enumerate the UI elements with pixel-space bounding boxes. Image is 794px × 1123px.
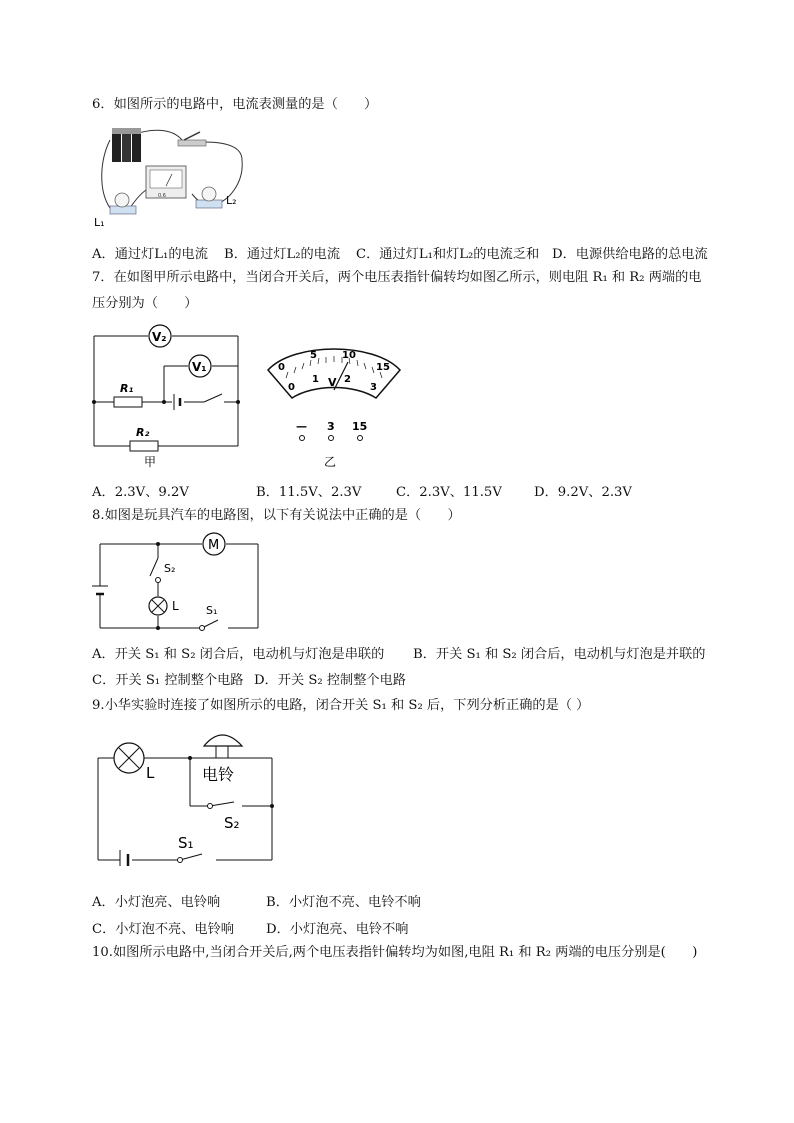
- svg-text:0.6: 0.6: [158, 193, 166, 199]
- upper-scale-10: 10: [342, 350, 356, 361]
- q8-option-a[interactable]: A．开关 S₁ 和 S₂ 闭合后，电动机与灯泡是串联的: [92, 647, 385, 662]
- r2-label: R₂: [136, 426, 150, 439]
- bell-icon: [204, 735, 242, 758]
- lamp-l2-icon: [196, 187, 222, 208]
- motor-label: M: [208, 538, 220, 553]
- q8-option-d[interactable]: D．开关 S₂ 控制整个电路: [254, 673, 406, 688]
- q7-figure-jia: [92, 320, 248, 470]
- q7-option-b[interactable]: B．11.5V、2.3V: [256, 485, 362, 500]
- battery-pack-icon: [112, 128, 141, 162]
- lower-scale-2: 2: [344, 374, 351, 385]
- q7-stem-line1: 7．在如图甲所示电路中，当闭合开关后，两个电压表指针偏转均如图乙所示，则电阻 R₁ 和 R₂ 两端的电: [92, 270, 702, 285]
- ammeter-icon: [146, 166, 186, 199]
- lamp-label: L: [146, 764, 155, 782]
- lower-scale-1: 1: [312, 374, 319, 385]
- lower-scale-0: 0: [288, 382, 295, 393]
- q7-option-a[interactable]: A．2.3V、9.2V: [92, 485, 189, 500]
- lamp-icon: [114, 743, 144, 773]
- s2-label: S₂: [224, 814, 240, 832]
- q9-option-c[interactable]: C．小灯泡不亮、电铃响: [92, 922, 234, 937]
- lower-scale-3: 3: [370, 382, 377, 393]
- q9-stem: 9.小华实验时连接了如图所示的电路，闭合开关 S₁ 和 S₂ 后，下列分析正确的是（ ）: [92, 698, 590, 713]
- q6-option-b[interactable]: B．通过灯L₂的电流: [224, 247, 341, 262]
- label-l2: L₂: [226, 194, 237, 207]
- q7-option-d[interactable]: D．9.2V、2.3V: [534, 485, 632, 500]
- q8-option-c[interactable]: C．开关 S₁ 控制整个电路: [92, 673, 244, 688]
- upper-scale-0: 0: [278, 362, 285, 373]
- q9-option-a[interactable]: A．小灯泡亮、电铃响: [92, 895, 221, 910]
- label-l1: L₁: [94, 216, 105, 229]
- q6-option-c[interactable]: C．通过灯L₁和灯L₂的电流乏和: [356, 247, 540, 262]
- q7-option-c[interactable]: C．2.3V、11.5V: [396, 485, 502, 500]
- s2-label: S₂: [164, 562, 176, 575]
- lamp-icon: [149, 597, 167, 615]
- figure-jia-caption: 甲: [144, 455, 157, 469]
- q6-option-a[interactable]: A．通过灯L₁的电流: [92, 247, 208, 262]
- q7-stem-line2: 压分别为（ ）: [92, 296, 198, 311]
- v1-label: V₁: [192, 360, 207, 374]
- resistor-r1-icon: [114, 397, 142, 407]
- s1-label: S₁: [178, 834, 194, 852]
- r1-label: R₁: [120, 382, 134, 395]
- terminal-15: 15: [352, 420, 368, 433]
- battery-icon: [174, 394, 180, 410]
- terminal-neg: —: [296, 420, 307, 433]
- upper-scale-5: 5: [310, 350, 317, 361]
- battery-icon: [120, 850, 128, 866]
- q6-option-d[interactable]: D．电源供给电路的总电流: [552, 247, 708, 262]
- figure-yi-caption: 乙: [324, 455, 337, 469]
- terminal-3: 3: [327, 420, 335, 433]
- resistor-r2-icon: [130, 441, 158, 451]
- q8-option-b[interactable]: B．开关 S₁ 和 S₂ 闭合后，电动机与灯泡是并联的: [413, 647, 706, 662]
- q8-figure: [92, 530, 264, 636]
- q6-figure: [92, 120, 252, 232]
- lamp-l1-icon: [110, 193, 136, 214]
- s1-label: S₁: [206, 604, 218, 617]
- unit-label: V: [328, 376, 337, 389]
- q10-stem: 10.如图所示电路中,当闭合开关后,两个电压表指针偏转均为如图,电阻 R₁ 和 R₂ 两端的电压分别是( ): [92, 945, 698, 960]
- knife-switch-icon: [178, 132, 206, 146]
- q9-option-b[interactable]: B．小灯泡不亮、电铃不响: [266, 895, 421, 910]
- lamp-label: L: [172, 599, 179, 613]
- bell-label: 电铃: [202, 765, 235, 784]
- q8-stem: 8.如图是玩具汽车的电路图，以下有关说法中正确的是（ ）: [92, 508, 461, 523]
- battery-icon: [92, 586, 108, 594]
- upper-scale-15: 15: [376, 362, 390, 373]
- q7-figure-yi: [264, 340, 404, 475]
- q9-option-d[interactable]: D．小灯泡亮、电铃不响: [266, 922, 409, 937]
- q9-figure: [92, 724, 278, 866]
- v2-label: V₂: [152, 330, 167, 344]
- q6-stem: 6．如图所示的电路中，电流表测量的是（ ）: [92, 97, 378, 112]
